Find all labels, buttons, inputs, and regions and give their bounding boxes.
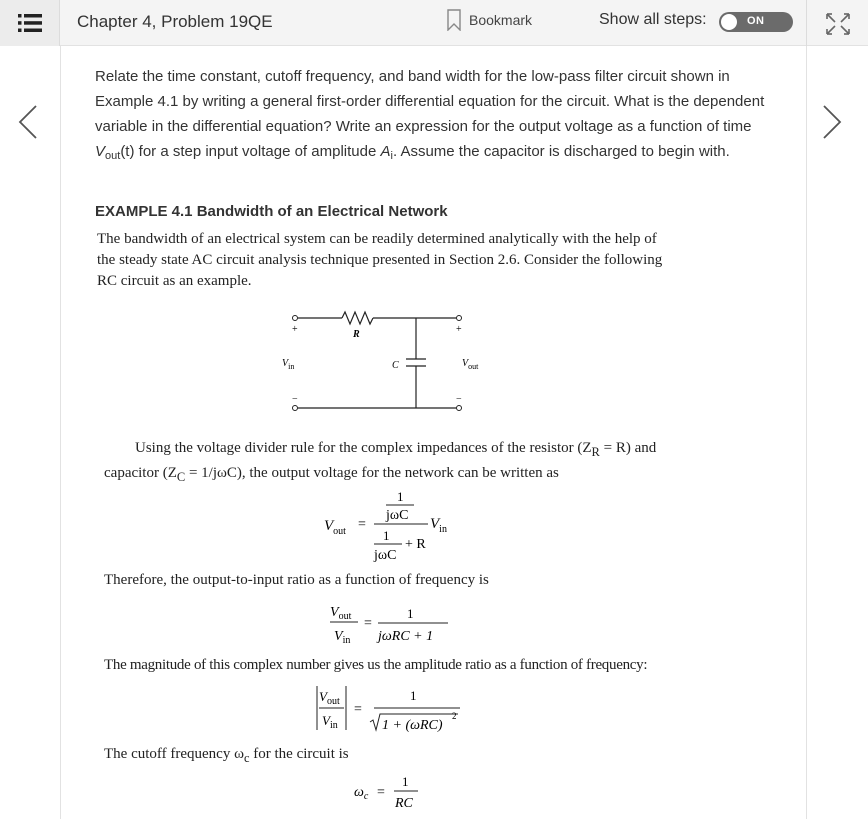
eq1-lhs: V xyxy=(324,518,334,534)
example-paragraph-3: Therefore, the output-to-input ratio as a function of frequency is xyxy=(104,572,489,588)
eq1-num-top: 1 xyxy=(397,489,404,504)
capacitor-label: C xyxy=(392,360,399,371)
svg-text:Vin xyxy=(430,516,447,535)
eq1-den-plus-r: + R xyxy=(405,537,426,552)
para5-text-b: for the circuit is xyxy=(249,746,349,762)
eq1-den-bot: jωC xyxy=(374,548,397,563)
plus-out: + xyxy=(456,324,462,335)
svg-text:Vin xyxy=(282,358,294,371)
eq2-den-sub: in xyxy=(342,635,351,646)
v-out-symbol: V xyxy=(95,143,106,160)
show-all-steps-label: Show all steps: xyxy=(599,11,707,28)
vin-sub: in xyxy=(288,362,295,371)
svg-text:Vout xyxy=(324,518,346,537)
svg-text:Vin xyxy=(334,629,350,646)
example-paragraph-5 xyxy=(104,746,349,766)
bookmark-label: Bookmark xyxy=(469,12,533,28)
eq3-num: V xyxy=(319,689,327,704)
top-bar xyxy=(0,0,868,46)
previous-button[interactable] xyxy=(14,102,44,142)
chevron-right-icon xyxy=(816,102,846,142)
rc-circuit-diagram xyxy=(270,302,500,422)
toggle-knob xyxy=(721,14,737,30)
vout-label: V xyxy=(462,358,469,369)
eq4-num: 1 xyxy=(402,774,409,789)
para5-text-a: The cutoff frequency ω xyxy=(104,746,244,762)
eq4-lhs: ω xyxy=(354,785,364,800)
resistor-label: R xyxy=(353,329,360,340)
problem-statement xyxy=(95,64,785,169)
eq1-lhs-sub: out xyxy=(333,526,346,537)
svg-text:ωc xyxy=(354,785,369,802)
a-i-subscript: i xyxy=(390,150,393,162)
eq1-equals: = xyxy=(358,517,366,532)
chevron-left-icon xyxy=(14,102,44,142)
eq4-lhs-sub: c xyxy=(363,791,369,802)
eq1-den-top: 1 xyxy=(383,528,390,543)
vout-sub: out xyxy=(468,362,479,371)
problem-text-1: Relate the time constant, cutoff frequency, and band width for the low-pass filter circuit shown in Example 4.1 by writing a general first-order differential equation for the circuit. What is the dependent variable in the differential equation? Write an expression for the output voltage as a function of time xyxy=(95,68,765,135)
chapter-title: Chapter 4, Problem 19QE xyxy=(77,12,273,31)
left-column-divider xyxy=(60,46,61,819)
eq3-rhs-exp: 2 xyxy=(452,711,457,721)
eq2-rhs-num: 1 xyxy=(407,606,414,621)
svg-text:Vout xyxy=(319,689,340,707)
bookmark-button[interactable] xyxy=(447,8,532,32)
eq2-num-sub: out xyxy=(338,611,352,622)
eq2-den: V xyxy=(334,629,343,644)
eq1-vin-sub: in xyxy=(439,524,447,535)
svg-text:Vout xyxy=(462,358,479,371)
example-paragraph-2 xyxy=(104,438,704,488)
eq4-equals: = xyxy=(377,785,385,800)
menu-button[interactable] xyxy=(0,0,60,46)
equation-transfer-ratio xyxy=(320,600,460,648)
eq3-num-sub: out xyxy=(326,696,340,707)
list-menu-icon xyxy=(17,13,43,33)
next-button[interactable] xyxy=(816,102,846,142)
zc-sub: C xyxy=(176,470,186,484)
equation-cutoff-frequency xyxy=(350,772,430,814)
minus-out: − xyxy=(456,394,462,405)
right-column-divider xyxy=(806,46,807,819)
eq3-rhs-den: 1 + (ωRC) xyxy=(382,718,443,733)
show-all-steps-toggle[interactable] xyxy=(719,12,793,32)
eq3-den: V xyxy=(322,713,330,728)
a-i-symbol: A xyxy=(380,143,391,160)
header-divider xyxy=(806,0,807,46)
expand-icon xyxy=(818,8,858,38)
equation-vout-divider xyxy=(310,486,480,566)
eq2-num: V xyxy=(330,605,339,620)
vin-label: V xyxy=(282,358,289,369)
eq2-rhs-den: jωRC + 1 xyxy=(378,629,434,644)
problem-text-2: for a step input voltage of amplitude xyxy=(134,143,381,160)
bookmark-icon xyxy=(447,9,461,31)
problem-text-3: . Assume the capacitor is discharged to begin with. xyxy=(392,143,730,160)
svg-text:Vout xyxy=(330,605,352,622)
eq4-den: RC xyxy=(395,796,413,811)
eq3-den-sub: in xyxy=(329,720,338,731)
expand-button[interactable] xyxy=(818,8,858,38)
para2-text-c: = 1/jωC), the output voltage for the network can be written as xyxy=(185,465,559,481)
para5-sub: c xyxy=(243,751,250,765)
svg-text:Vin xyxy=(322,713,338,731)
toggle-state: ON xyxy=(747,15,765,27)
example-heading: EXAMPLE 4.1 Bandwidth of an Electrical Network xyxy=(95,203,448,220)
para2-text-b: = R) and capacitor (Z xyxy=(104,440,657,481)
eq1-vin: V xyxy=(430,516,440,532)
time-arg: (t) xyxy=(120,143,135,160)
example-paragraph-1: The bandwidth of an electrical system can be readily determined analytically with the help of the steady state AC circuit analysis technique presented in Section 2.6. Consider the following RC circuit as an example. xyxy=(97,231,663,289)
plus-in: + xyxy=(292,324,298,335)
example-paragraph-4: The magnitude of this complex number gives us the amplitude ratio as a function of frequency: xyxy=(104,657,648,673)
para2-text-a: Using the voltage divider rule for the complex impedances of the resistor (Z xyxy=(135,440,592,456)
eq1-num-bot: jωC xyxy=(386,508,409,523)
eq3-equals: = xyxy=(354,702,362,717)
v-out-subscript: out xyxy=(105,150,121,162)
zr-sub: R xyxy=(591,445,600,459)
eq3-rhs-num: 1 xyxy=(410,688,417,703)
equation-magnitude-ratio xyxy=(310,684,470,736)
eq2-equals: = xyxy=(364,616,372,631)
minus-in: − xyxy=(292,394,298,405)
